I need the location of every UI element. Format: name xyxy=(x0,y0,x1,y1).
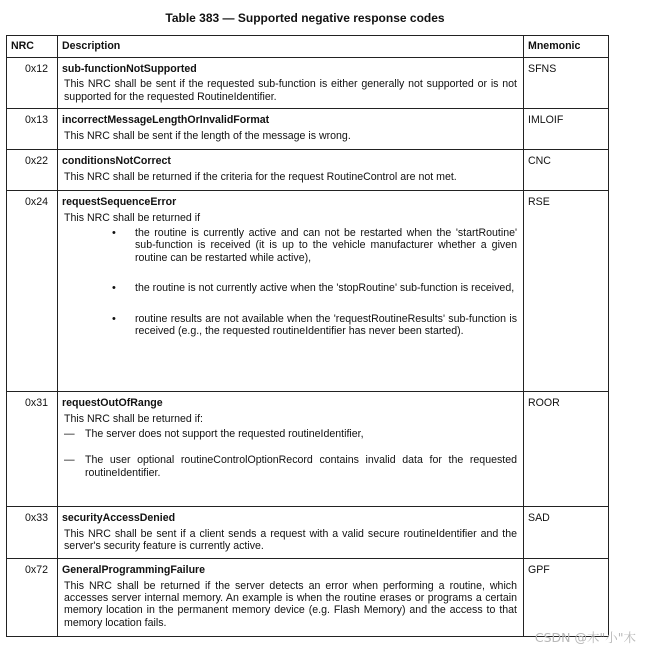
bullet-icon: • xyxy=(112,312,116,325)
nrc-name: securityAccessDenied xyxy=(62,512,176,525)
nrc-code: 0x72 xyxy=(7,559,58,637)
nrc-code: 0x24 xyxy=(7,191,58,392)
nrc-description: This NRC shall be returned if: xyxy=(64,412,203,425)
list-item-text: routine results are not available when the 'requestRoutineResults' sub-function is received (e.g., the requested routineIdentifier has never been started). xyxy=(135,312,517,338)
list-item xyxy=(62,313,517,338)
table-header-row xyxy=(7,36,609,58)
description-cell xyxy=(58,109,524,150)
list-item-text: The user optional routineControlOptionRecord contains invalid data for the requested routineIdentifier. xyxy=(85,454,517,479)
nrc-description: This NRC shall be returned if the server detects an error when performing a routine, which accesses server internal memory. An example is when the routine erases or programs a certain memory location in the permanent memory device (e.g. Flash Memory) and the access to that memory location fails. xyxy=(64,579,517,629)
list-item-text: the routine is currently active and can not be restarted when the 'startRoutine' sub-function is received (it is up to the vehicle manufacturer whether a given routine can be restarted while active), xyxy=(135,227,517,264)
nrc-mnemonic: CNC xyxy=(524,150,609,191)
table-row xyxy=(7,559,609,637)
nrc-code: 0x33 xyxy=(7,507,58,559)
bullet-icon: • xyxy=(112,282,116,295)
nrc-description: This NRC shall be returned if the criteria for the request RoutineControl are not met. xyxy=(64,170,457,183)
list-item xyxy=(62,227,517,264)
nrc-mnemonic: SFNS xyxy=(524,58,609,109)
nrc-code: 0x13 xyxy=(7,109,58,150)
nrc-mnemonic: GPF xyxy=(524,559,609,637)
condition-bullet-list xyxy=(62,227,517,337)
nrc-mnemonic: SAD xyxy=(524,507,609,559)
watermark: CSDN @木"小"木 xyxy=(534,630,636,645)
header-mnemonic: Mnemonic xyxy=(524,36,609,58)
nrc-name: sub-functionNotSupported xyxy=(62,63,197,75)
dash-icon: — xyxy=(64,454,75,467)
nrc-table xyxy=(6,35,609,637)
nrc-mnemonic: RSE xyxy=(524,191,609,392)
table-row xyxy=(7,109,609,150)
bullet-icon: • xyxy=(112,227,116,240)
table-row xyxy=(7,150,609,191)
description-cell xyxy=(58,507,524,559)
list-item xyxy=(62,454,517,479)
nrc-description: This NRC shall be sent if a client sends a request with a valid secure routineIdentifier and the server's security feature is currently active. xyxy=(64,527,517,553)
nrc-mnemonic: IMLOIF xyxy=(524,109,609,150)
description-cell xyxy=(58,191,524,392)
header-nrc: NRC xyxy=(7,36,58,58)
nrc-code: 0x31 xyxy=(7,392,58,507)
nrc-name: requestOutOfRange xyxy=(62,397,163,410)
nrc-description: This NRC shall be sent if the length of the message is wrong. xyxy=(64,129,351,142)
nrc-name: incorrectMessageLengthOrInvalidFormat xyxy=(62,114,270,127)
nrc-description: This NRC shall be returned if xyxy=(64,211,201,224)
nrc-name: conditionsNotCorrect xyxy=(62,155,171,168)
table-title: Table 383 — Supported negative response codes xyxy=(165,11,445,25)
nrc-description: This NRC shall be sent if the requested sub-function is either generally not supported or is not supported for the requested RoutineIdentifier. xyxy=(64,78,517,103)
table-row xyxy=(7,392,609,507)
table-row xyxy=(7,58,609,109)
list-item-text: The server does not support the requested routineIdentifier, xyxy=(85,428,364,441)
dash-icon: — xyxy=(64,428,75,441)
nrc-name: requestSequenceError xyxy=(62,196,177,209)
list-item-text: the routine is not currently active when the 'stopRoutine' sub-function is received, xyxy=(135,282,515,295)
description-cell xyxy=(58,392,524,507)
nrc-mnemonic: ROOR xyxy=(524,392,609,507)
description-cell xyxy=(58,559,524,637)
list-item xyxy=(62,428,517,440)
condition-dash-list xyxy=(62,428,517,479)
nrc-code: 0x12 xyxy=(7,58,58,109)
table-row xyxy=(7,507,609,559)
nrc-name: GeneralProgrammingFailure xyxy=(62,564,206,577)
header-description: Description xyxy=(58,36,524,58)
nrc-code: 0x22 xyxy=(7,150,58,191)
description-cell xyxy=(58,150,524,191)
description-cell xyxy=(58,58,524,109)
table-row xyxy=(7,191,609,392)
list-item xyxy=(62,282,517,294)
